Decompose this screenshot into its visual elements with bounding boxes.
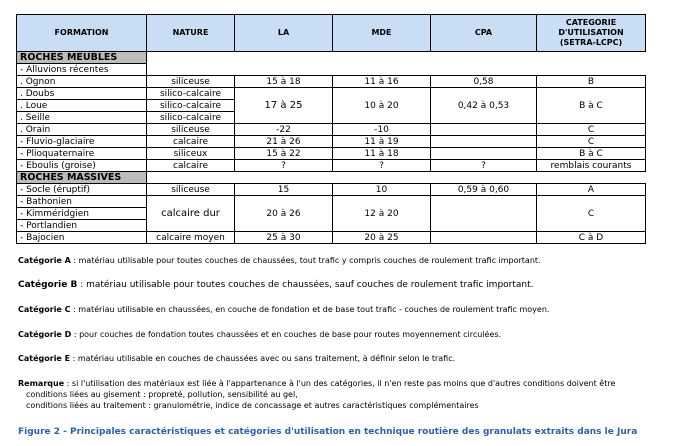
formation-cell: . Orain xyxy=(17,124,147,136)
note-text: : matériau utilisable en chaussées, en couche de fondation et de base tout trafic - couches de roulement trafic moyen. xyxy=(70,305,550,314)
categorie-cell: B à C xyxy=(537,148,646,160)
note-label: Catégorie E xyxy=(18,354,71,363)
header-categorie-l1: CATEGORIE xyxy=(565,18,617,27)
note-categorie-d xyxy=(18,330,501,340)
mde-cell: 11 à 18 xyxy=(333,148,431,160)
cpa-cell: 0,58 xyxy=(431,76,537,88)
categorie-cell: remblais courants xyxy=(537,160,646,172)
la-cell: 21 à 26 xyxy=(235,136,333,148)
nature-cell: silico-calcaire xyxy=(147,88,235,100)
cpa-cell: 0,42 à 0,53 xyxy=(431,88,537,124)
cpa-cell xyxy=(431,196,537,232)
note-label: Catégorie A xyxy=(18,256,71,265)
nature-cell: calcaire xyxy=(147,136,235,148)
section-title-massives: ROCHES MASSIVES xyxy=(17,172,147,184)
table-row xyxy=(17,184,646,196)
la-cell: 15 à 18 xyxy=(235,76,333,88)
aggregates-table xyxy=(16,14,646,244)
mde-cell: 11 à 16 xyxy=(333,76,431,88)
remark-label: Remarque xyxy=(18,379,65,388)
table-row xyxy=(17,232,646,244)
cpa-cell: ? xyxy=(431,160,537,172)
nature-cell: calcaire xyxy=(147,160,235,172)
note-label: Catégorie D xyxy=(18,330,72,339)
mde-cell: 10 à 20 xyxy=(333,88,431,124)
cpa-cell xyxy=(431,124,537,136)
note-label: Catégorie C xyxy=(18,305,71,314)
categorie-cell: C xyxy=(537,196,646,232)
la-cell: -22 xyxy=(235,124,333,136)
la-cell: 20 à 26 xyxy=(235,196,333,232)
remark-text: : si l'utilisation des matériaux est liée à l'appartenance à l'un des catégories, il n'en reste pas moins que d'autres conditions doivent être xyxy=(64,379,616,388)
nature-cell: siliceux xyxy=(147,148,235,160)
nature-cell: calcaire dur xyxy=(147,196,235,232)
formation-cell: - Plioquaternaire xyxy=(17,148,147,160)
la-cell: ? xyxy=(235,160,333,172)
table-row xyxy=(17,76,646,88)
nature-cell: siliceuse xyxy=(147,184,235,196)
section-row-meubles xyxy=(17,52,646,64)
mde-cell: -10 xyxy=(333,124,431,136)
formation-cell: - Alluvions récentes xyxy=(17,64,147,76)
nature-cell: siliceuse xyxy=(147,76,235,88)
table-row xyxy=(17,88,646,100)
la-cell: 17 à 25 xyxy=(235,88,333,124)
header-categorie xyxy=(537,15,646,52)
categorie-cell: C à D xyxy=(537,232,646,244)
categorie-cell: C xyxy=(537,136,646,148)
header-mde: MDE xyxy=(333,15,431,52)
categorie-cell: B à C xyxy=(537,88,646,124)
cpa-cell: 0,59 à 0,60 xyxy=(431,184,537,196)
cpa-cell xyxy=(431,136,537,148)
figure-caption: Figure 2 - Principales caractéristiques et catégories d'utilisation en technique routière des granulats extraits dans le Jura xyxy=(18,427,638,437)
la-cell: 15 à 22 xyxy=(235,148,333,160)
mde-cell: 20 à 25 xyxy=(333,232,431,244)
categorie-cell: B xyxy=(537,76,646,88)
formation-cell: - Eboulis (groise) xyxy=(17,160,147,172)
table-row xyxy=(17,124,646,136)
remark-line-2: conditions liées au gisement : propreté, pollution, sensibilité au gel, xyxy=(26,390,298,399)
categorie-cell: C xyxy=(537,124,646,136)
header-categorie-l3: (SETRA-LCPC) xyxy=(559,38,623,47)
mde-cell: 10 xyxy=(333,184,431,196)
header-cpa: CPA xyxy=(431,15,537,52)
note-text: : matériau utilisable pour toutes couches de chaussées, tout trafic y compris couches de roulement trafic important. xyxy=(70,256,541,265)
note-text: : matériau utilisable en couches de chaussées avec ou sans traitement, à définir selon le trafic. xyxy=(70,354,456,363)
header-formation: FORMATION xyxy=(17,15,147,52)
formation-cell: - Bathonien xyxy=(17,196,147,208)
note-categorie-e xyxy=(18,354,455,364)
table-header-row xyxy=(17,15,646,52)
section-title-meubles: ROCHES MEUBLES xyxy=(17,52,147,64)
note-categorie-b xyxy=(18,280,534,290)
nature-cell: calcaire moyen xyxy=(147,232,235,244)
formation-cell: - Fluvio-glaciaire xyxy=(17,136,147,148)
table-row xyxy=(17,196,646,208)
mde-cell: 11 à 19 xyxy=(333,136,431,148)
formation-cell: . Loue xyxy=(17,100,147,112)
nature-cell: silico-calcaire xyxy=(147,100,235,112)
note-categorie-a xyxy=(18,256,541,266)
formation-cell: . Seille xyxy=(17,112,147,124)
la-cell: 25 à 30 xyxy=(235,232,333,244)
categorie-cell: A xyxy=(537,184,646,196)
la-cell: 15 xyxy=(235,184,333,196)
note-text: : pour couches de fondation toutes chaussées et en couches de base pour routes moyennement circulées. xyxy=(71,330,502,339)
table-row xyxy=(17,64,646,76)
header-la: LA xyxy=(235,15,333,52)
table-row xyxy=(17,160,646,172)
header-nature: NATURE xyxy=(147,15,235,52)
formation-cell: - Bajocien xyxy=(17,232,147,244)
note-categorie-c xyxy=(18,305,549,315)
formation-cell: . Doubs xyxy=(17,88,147,100)
formation-cell: - Kimméridgien xyxy=(17,208,147,220)
header-categorie-l2: D'UTILISATION xyxy=(558,28,624,37)
cpa-cell xyxy=(431,232,537,244)
table-row xyxy=(17,136,646,148)
mde-cell: ? xyxy=(333,160,431,172)
table-row xyxy=(17,148,646,160)
cpa-cell xyxy=(431,148,537,160)
mde-cell: 12 à 20 xyxy=(333,196,431,232)
nature-cell: siliceuse xyxy=(147,124,235,136)
remark-line-1 xyxy=(18,378,615,389)
remark-block xyxy=(18,378,615,411)
section-row-massives xyxy=(17,172,646,184)
remark-line-3: conditions liées au traitement : granulométrie, indice de concassage et autres caractéristiques complémentaires xyxy=(26,401,479,410)
formation-cell: - Portlandien xyxy=(17,220,147,232)
formation-cell: . Ognon xyxy=(17,76,147,88)
formation-cell: - Socle (éruptif) xyxy=(17,184,147,196)
note-text: : matériau utilisable pour toutes couches de chaussées, sauf couches de roulement trafic important. xyxy=(77,280,534,290)
note-label: Catégorie B xyxy=(18,280,78,290)
nature-cell: silico-calcaire xyxy=(147,112,235,124)
